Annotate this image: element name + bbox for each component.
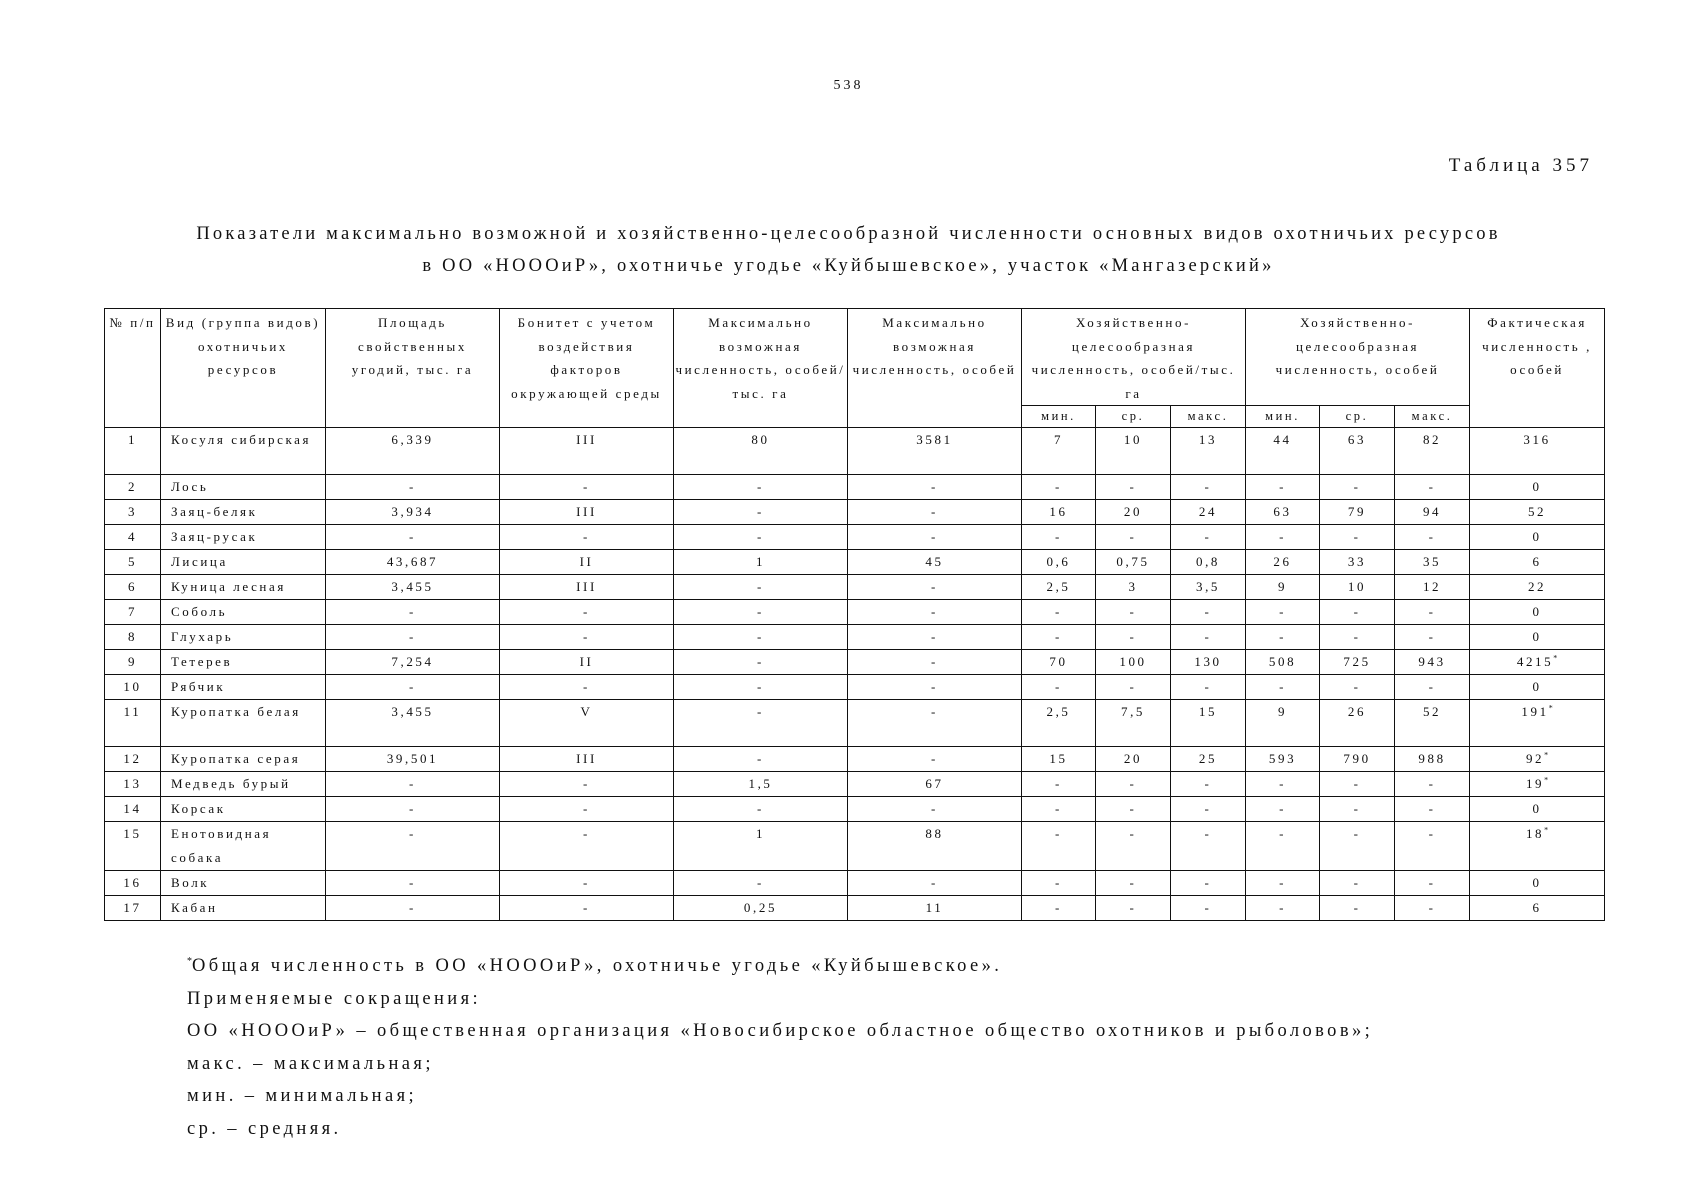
subheader-density-avg: ср. (1096, 406, 1171, 428)
cell-density-max: - (1171, 600, 1246, 625)
cell-count-avg: - (1320, 797, 1395, 822)
cell-count-max: - (1395, 525, 1470, 550)
cell-count-avg: - (1320, 600, 1395, 625)
cell-area: 6,339 (326, 428, 500, 475)
cell-max-count: 88 (848, 822, 1022, 871)
cell-density-min: - (1022, 822, 1096, 871)
cell-species: Тетерев (161, 650, 326, 675)
footnote-mark: * (1544, 825, 1549, 835)
cell-bonitet: III (500, 747, 674, 772)
table-row (105, 525, 1605, 550)
cell-density-max: - (1171, 675, 1246, 700)
cell-max-density: - (674, 700, 848, 747)
cell-count-avg: 26 (1320, 700, 1395, 747)
cell-max-count: - (848, 475, 1022, 500)
header-species: Вид (группа видов) охотничьих ресурсов (161, 309, 326, 428)
table-body (105, 428, 1605, 921)
cell-count-max: - (1395, 871, 1470, 896)
cell-max-density: - (674, 525, 848, 550)
cell-count-min: 508 (1246, 650, 1320, 675)
cell-count-max: 94 (1395, 500, 1470, 525)
cell-count-min: - (1246, 797, 1320, 822)
page-number: 538 (833, 78, 864, 93)
cell-max-density: - (674, 475, 848, 500)
cell-density-avg: - (1096, 475, 1171, 500)
table-row (105, 575, 1605, 600)
cell-count-min: - (1246, 772, 1320, 797)
cell-count-avg: 33 (1320, 550, 1395, 575)
header-max-count: Максимально возможная численность, особей (848, 309, 1022, 428)
cell-bonitet: - (500, 871, 674, 896)
cell-area: 43,687 (326, 550, 500, 575)
subheader-density-max: макс. (1171, 406, 1246, 428)
cell-count-max: 82 (1395, 428, 1470, 475)
cell-density-min: 2,5 (1022, 700, 1096, 747)
cell-species: Волк (161, 871, 326, 896)
subheader-count-max: макс. (1395, 406, 1470, 428)
cell-bonitet: - (500, 525, 674, 550)
cell-density-min: 2,5 (1022, 575, 1096, 600)
table-row (105, 700, 1605, 747)
actual-value: 6 (1532, 554, 1542, 569)
cell-density-min: - (1022, 772, 1096, 797)
cell-num: 14 (105, 797, 161, 822)
cell-bonitet: III (500, 500, 674, 525)
cell-max-density: 0,25 (674, 896, 848, 921)
cell-num: 11 (105, 700, 161, 747)
footnote-mark: * (1548, 703, 1553, 713)
cell-bonitet: III (500, 428, 674, 475)
cell-area: - (326, 822, 500, 871)
abbrev-line: мин. – минимальная; (187, 1086, 418, 1106)
footnote-text: Общая численность в ОО «НОООиР», охотничье угодье «Куйбышевское». (192, 956, 1003, 976)
table-row (105, 822, 1605, 871)
actual-value: 316 (1523, 432, 1551, 447)
cell-species: Рябчик (161, 675, 326, 700)
actual-value: 191 (1521, 704, 1549, 719)
cell-count-avg: 79 (1320, 500, 1395, 525)
actual-value: 0 (1532, 604, 1542, 619)
title-line-1: Показатели максимально возможной и хозяйственно-целесообразной численности основных видов охотничьих ресурсов (196, 224, 1501, 244)
cell-density-avg: 3 (1096, 575, 1171, 600)
cell-density-max: - (1171, 772, 1246, 797)
cell-density-min: 7 (1022, 428, 1096, 475)
cell-area: - (326, 600, 500, 625)
cell-area: - (326, 475, 500, 500)
cell-density-min: - (1022, 475, 1096, 500)
cell-num: 6 (105, 575, 161, 600)
subheader-density-min: мин. (1022, 406, 1096, 428)
cell-actual (1470, 475, 1605, 500)
cell-density-avg: 20 (1096, 500, 1171, 525)
cell-species: Соболь (161, 600, 326, 625)
cell-density-avg: - (1096, 797, 1171, 822)
cell-max-count: - (848, 871, 1022, 896)
cell-species: Лисица (161, 550, 326, 575)
cell-count-avg: - (1320, 871, 1395, 896)
actual-value: 92 (1525, 751, 1545, 766)
cell-count-min: - (1246, 625, 1320, 650)
cell-density-avg: - (1096, 525, 1171, 550)
cell-density-max: - (1171, 475, 1246, 500)
abbrev-line: макс. – максимальная; (187, 1053, 434, 1074)
header-max-density: Максимально возможная численность, особей/тыс. га (674, 309, 848, 428)
cell-area: - (326, 772, 500, 797)
cell-actual (1470, 428, 1605, 475)
cell-density-max: - (1171, 797, 1246, 822)
cell-density-min: - (1022, 625, 1096, 650)
cell-density-avg: - (1096, 772, 1171, 797)
table-row (105, 600, 1605, 625)
actual-value: 18 (1525, 826, 1545, 841)
actual-value: 0 (1532, 479, 1542, 494)
cell-max-count: - (848, 700, 1022, 747)
cell-count-avg: - (1320, 525, 1395, 550)
cell-count-min: - (1246, 475, 1320, 500)
cell-count-max: 52 (1395, 700, 1470, 747)
cell-actual (1470, 500, 1605, 525)
cell-max-count: 11 (848, 896, 1022, 921)
cell-density-max: 0,8 (1171, 550, 1246, 575)
cell-bonitet: - (500, 600, 674, 625)
cell-actual (1470, 772, 1605, 797)
header-eco-density: Хозяйственно-целесообразная численность, особей/тыс. га (1022, 309, 1246, 406)
cell-species: Лось (161, 475, 326, 500)
cell-num: 10 (105, 675, 161, 700)
abbrev-heading: Применяемые сокращения: (187, 988, 482, 1009)
cell-max-count: 45 (848, 550, 1022, 575)
footnote-mark: * (1544, 750, 1549, 760)
table-label: Таблица 357 (1448, 155, 1593, 176)
cell-num: 16 (105, 871, 161, 896)
header-eco-count: Хозяйственно-целесообразная численность, особей (1246, 309, 1470, 406)
cell-count-max: - (1395, 675, 1470, 700)
cell-density-min: 70 (1022, 650, 1096, 675)
footnote-mark: * (1544, 775, 1549, 785)
document-title (60, 218, 1637, 282)
cell-max-count: 3581 (848, 428, 1022, 475)
cell-count-max: - (1395, 475, 1470, 500)
table-row (105, 550, 1605, 575)
cell-count-min: 44 (1246, 428, 1320, 475)
cell-count-avg: - (1320, 675, 1395, 700)
cell-bonitet: - (500, 625, 674, 650)
cell-species: Глухарь (161, 625, 326, 650)
actual-value: 6 (1532, 900, 1542, 915)
cell-area: - (326, 525, 500, 550)
actual-value: 22 (1527, 579, 1547, 594)
cell-density-max: 13 (1171, 428, 1246, 475)
table-row (105, 896, 1605, 921)
cell-max-density: 80 (674, 428, 848, 475)
subheader-count-min: мин. (1246, 406, 1320, 428)
cell-density-min: - (1022, 675, 1096, 700)
cell-density-avg: - (1096, 896, 1171, 921)
cell-max-density: - (674, 797, 848, 822)
cell-count-min: - (1246, 896, 1320, 921)
table-row (105, 500, 1605, 525)
cell-count-avg: - (1320, 772, 1395, 797)
cell-num: 12 (105, 747, 161, 772)
cell-max-count: - (848, 675, 1022, 700)
cell-count-max: - (1395, 625, 1470, 650)
cell-max-count: 67 (848, 772, 1022, 797)
cell-density-min: - (1022, 600, 1096, 625)
cell-count-avg: 790 (1320, 747, 1395, 772)
table-row (105, 475, 1605, 500)
cell-species: Корсак (161, 797, 326, 822)
cell-count-min: - (1246, 822, 1320, 871)
cell-area: - (326, 896, 500, 921)
cell-actual (1470, 675, 1605, 700)
cell-num: 7 (105, 600, 161, 625)
cell-count-min: - (1246, 600, 1320, 625)
cell-area: 7,254 (326, 650, 500, 675)
cell-max-density: - (674, 747, 848, 772)
cell-count-avg: - (1320, 625, 1395, 650)
cell-density-avg: 7,5 (1096, 700, 1171, 747)
cell-density-avg: 0,75 (1096, 550, 1171, 575)
cell-count-avg: 10 (1320, 575, 1395, 600)
actual-value: 0 (1532, 875, 1542, 890)
cell-species: Куропатка белая (161, 700, 326, 747)
cell-density-min: - (1022, 797, 1096, 822)
cell-count-avg: - (1320, 475, 1395, 500)
cell-count-max: 943 (1395, 650, 1470, 675)
actual-value: 0 (1532, 679, 1542, 694)
cell-count-min: 9 (1246, 575, 1320, 600)
table-row (105, 747, 1605, 772)
cell-density-max: 130 (1171, 650, 1246, 675)
cell-count-min: - (1246, 871, 1320, 896)
title-line-2: в ОО «НОООиР», охотничье угодье «Куйбышевское», участок «Мангазерский» (422, 256, 1275, 276)
cell-count-avg: - (1320, 896, 1395, 921)
cell-density-avg: - (1096, 675, 1171, 700)
cell-species: Заяц-беляк (161, 500, 326, 525)
table-row (105, 797, 1605, 822)
header-bonitet: Бонитет с учетом воздействия факторов окружающей среды (500, 309, 674, 428)
cell-area: - (326, 797, 500, 822)
actual-value: 0 (1532, 801, 1542, 816)
cell-density-avg: - (1096, 871, 1171, 896)
cell-actual (1470, 650, 1605, 675)
cell-count-min: - (1246, 525, 1320, 550)
table-row (105, 650, 1605, 675)
cell-area: - (326, 871, 500, 896)
cell-density-min: - (1022, 525, 1096, 550)
actual-value: 0 (1532, 629, 1542, 644)
cell-species: Куропатка серая (161, 747, 326, 772)
cell-count-max: - (1395, 600, 1470, 625)
cell-count-max: 12 (1395, 575, 1470, 600)
cell-species: Косуля сибирская (161, 428, 326, 475)
cell-count-avg: 63 (1320, 428, 1395, 475)
cell-count-min: 593 (1246, 747, 1320, 772)
cell-max-density: - (674, 625, 848, 650)
cell-density-max: - (1171, 625, 1246, 650)
abbrev-line: ср. – средняя. (187, 1118, 342, 1139)
cell-species: Заяц-русак (161, 525, 326, 550)
cell-density-max: 3,5 (1171, 575, 1246, 600)
abbrev-line: ОО «НОООиР» – общественная организация «Новосибирское областное общество охотников и рыболовов»; (187, 1021, 1374, 1041)
table-row (105, 428, 1605, 475)
cell-density-max: - (1171, 822, 1246, 871)
cell-density-avg: 100 (1096, 650, 1171, 675)
table-row (105, 625, 1605, 650)
cell-bonitet: - (500, 475, 674, 500)
cell-density-max: - (1171, 525, 1246, 550)
cell-num: 9 (105, 650, 161, 675)
actual-value: 52 (1527, 504, 1547, 519)
cell-max-density: 1,5 (674, 772, 848, 797)
footnote-mark: * (187, 955, 192, 967)
cell-count-max: - (1395, 772, 1470, 797)
species-table (104, 308, 1605, 921)
cell-density-max: - (1171, 896, 1246, 921)
cell-density-max: 24 (1171, 500, 1246, 525)
cell-num: 17 (105, 896, 161, 921)
cell-area: 3,934 (326, 500, 500, 525)
cell-count-max: - (1395, 797, 1470, 822)
cell-bonitet: II (500, 650, 674, 675)
cell-density-avg: - (1096, 625, 1171, 650)
cell-count-max: - (1395, 822, 1470, 871)
cell-density-min: 16 (1022, 500, 1096, 525)
cell-bonitet: - (500, 822, 674, 871)
header-actual: Фактическая численность , особей (1470, 309, 1605, 428)
cell-density-avg: - (1096, 600, 1171, 625)
cell-actual (1470, 575, 1605, 600)
cell-count-avg: 725 (1320, 650, 1395, 675)
cell-species: Медведь бурый (161, 772, 326, 797)
cell-count-max: - (1395, 896, 1470, 921)
cell-density-max: 15 (1171, 700, 1246, 747)
cell-max-density: - (674, 500, 848, 525)
cell-count-min: - (1246, 675, 1320, 700)
cell-actual (1470, 797, 1605, 822)
cell-count-min: 63 (1246, 500, 1320, 525)
cell-max-density: - (674, 600, 848, 625)
cell-num: 8 (105, 625, 161, 650)
cell-max-count: - (848, 650, 1022, 675)
cell-max-density: - (674, 675, 848, 700)
cell-density-min: - (1022, 896, 1096, 921)
cell-actual (1470, 625, 1605, 650)
table-row (105, 871, 1605, 896)
actual-value: 19 (1525, 776, 1545, 791)
cell-bonitet: - (500, 797, 674, 822)
footnote (187, 950, 1587, 983)
cell-density-min: 15 (1022, 747, 1096, 772)
cell-actual (1470, 700, 1605, 747)
cell-area: - (326, 675, 500, 700)
cell-density-min: 0,6 (1022, 550, 1096, 575)
cell-num: 4 (105, 525, 161, 550)
cell-actual (1470, 550, 1605, 575)
cell-species: Енотовидная собака (161, 822, 326, 871)
cell-actual (1470, 822, 1605, 871)
cell-count-min: 9 (1246, 700, 1320, 747)
cell-max-count: - (848, 625, 1022, 650)
cell-density-avg: - (1096, 822, 1171, 871)
header-num: № п/п (105, 309, 161, 428)
cell-max-count: - (848, 500, 1022, 525)
subheader-count-avg: ср. (1320, 406, 1395, 428)
cell-area: 39,501 (326, 747, 500, 772)
cell-max-density: 1 (674, 550, 848, 575)
cell-density-max: - (1171, 871, 1246, 896)
cell-max-density: - (674, 650, 848, 675)
cell-max-density: 1 (674, 822, 848, 871)
cell-num: 5 (105, 550, 161, 575)
cell-num: 1 (105, 428, 161, 475)
cell-bonitet: - (500, 675, 674, 700)
cell-area: 3,455 (326, 575, 500, 600)
actual-value: 0 (1532, 529, 1542, 544)
notes (187, 950, 1587, 1145)
cell-max-density: - (674, 871, 848, 896)
cell-density-min: - (1022, 871, 1096, 896)
cell-area: - (326, 625, 500, 650)
cell-num: 3 (105, 500, 161, 525)
cell-count-avg: - (1320, 822, 1395, 871)
cell-density-avg: 20 (1096, 747, 1171, 772)
cell-max-count: - (848, 525, 1022, 550)
table-row (105, 675, 1605, 700)
cell-actual (1470, 525, 1605, 550)
cell-density-max: 25 (1171, 747, 1246, 772)
cell-max-count: - (848, 797, 1022, 822)
cell-bonitet: II (500, 550, 674, 575)
cell-count-min: 26 (1246, 550, 1320, 575)
cell-area: 3,455 (326, 700, 500, 747)
cell-num: 13 (105, 772, 161, 797)
cell-bonitet: - (500, 896, 674, 921)
cell-bonitet: V (500, 700, 674, 747)
cell-max-density: - (674, 575, 848, 600)
cell-count-max: 988 (1395, 747, 1470, 772)
cell-species: Куница лесная (161, 575, 326, 600)
cell-actual (1470, 600, 1605, 625)
cell-max-count: - (848, 575, 1022, 600)
cell-num: 2 (105, 475, 161, 500)
footnote-mark: * (1553, 653, 1558, 663)
cell-actual (1470, 871, 1605, 896)
cell-species: Кабан (161, 896, 326, 921)
actual-value: 4215 (1516, 654, 1554, 669)
cell-max-count: - (848, 600, 1022, 625)
cell-actual (1470, 896, 1605, 921)
header-area: Площадь свойственных угодий, тыс. га (326, 309, 500, 428)
cell-num: 15 (105, 822, 161, 871)
cell-actual (1470, 747, 1605, 772)
cell-density-avg: 10 (1096, 428, 1171, 475)
cell-max-count: - (848, 747, 1022, 772)
table-row (105, 772, 1605, 797)
cell-bonitet: III (500, 575, 674, 600)
cell-bonitet: - (500, 772, 674, 797)
cell-count-max: 35 (1395, 550, 1470, 575)
header-row (105, 309, 1605, 406)
